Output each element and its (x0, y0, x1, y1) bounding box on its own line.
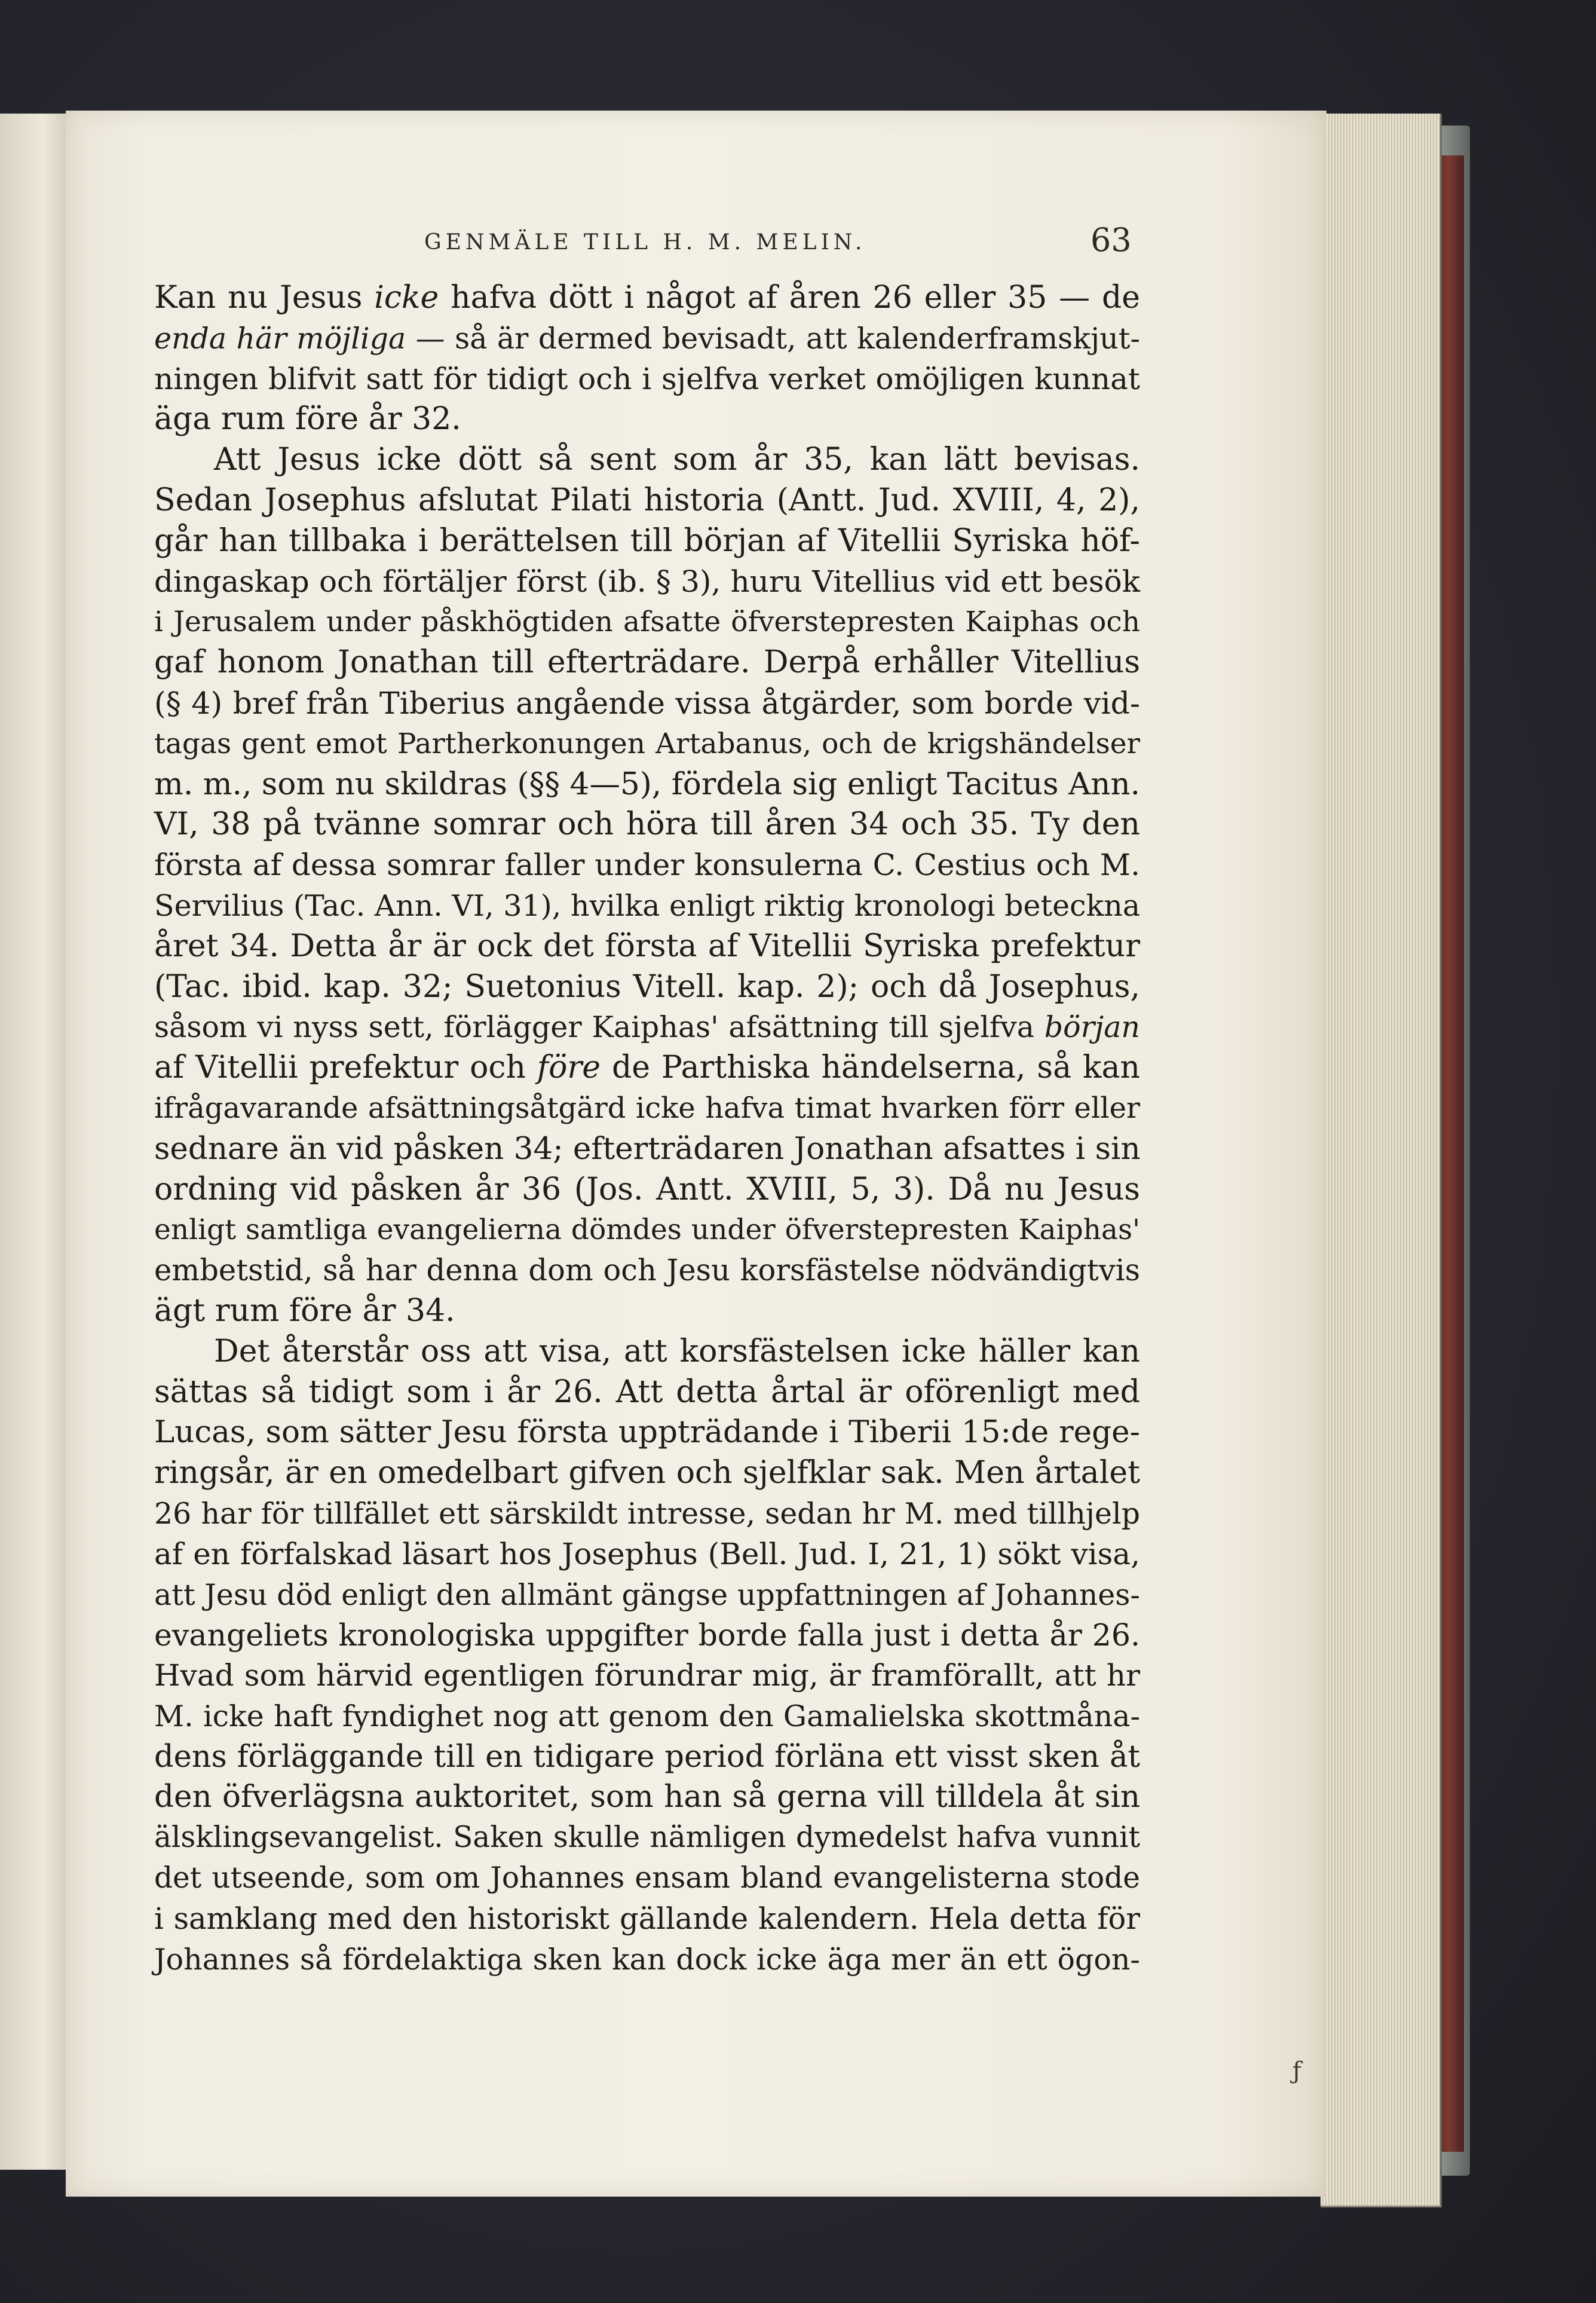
text-line (154, 1696, 1140, 1737)
text-segment: hafva dött i något af åren 26 eller 35 — de (439, 280, 1141, 316)
text-line (154, 1088, 1140, 1129)
page-number: 63 (1090, 221, 1132, 259)
text-line (154, 481, 1140, 521)
text-line (154, 1170, 1140, 1210)
text-segment: Kan nu Jesus (154, 280, 375, 316)
text-line (154, 1615, 1140, 1656)
text-segment: Sedan Josephus afslutat Pilati historia (Antt. Jud. XVIII, 4, 2), (154, 482, 1140, 518)
text-segment: gaf honom Jonathan till efterträdare. Derpå erhåller Vitellius (154, 644, 1140, 681)
text-segment: ordning vid påsken år 36 (Jos. Antt. XVIII, 5, 3). Då nu Jesus (154, 1171, 1140, 1207)
margin-mark: ƒ (1292, 2057, 1301, 2085)
text-line (154, 886, 1140, 926)
text-line (154, 805, 1140, 845)
text-line (154, 359, 1140, 400)
text-line (154, 1372, 1140, 1413)
text-line (154, 1453, 1140, 1494)
left-page-edge (0, 114, 73, 2170)
text-segment: Lucas, som sätter Jesu första uppträdande i Tiberii 15:de rege- (154, 1414, 1140, 1451)
text-segment: första af dessa somrar faller under konsulerna C. Cestius och M. (154, 848, 1140, 883)
text-segment: Johannes så fördelaktiga sken kan dock icke äga mer än ett ögon- (154, 1942, 1140, 1977)
text-segment: i samklang med den historiskt gällande kalendern. Hela detta för (154, 1901, 1140, 1936)
text-segment: dingaskap och förtäljer först (ib. § 3), huru Vitellius vid ett besök (154, 564, 1140, 599)
text-line (154, 319, 1140, 359)
text-segment: M. icke haft fyndighet nog att genom den Gamalielska skottmåna- (154, 1699, 1140, 1733)
text-line (154, 1858, 1140, 1899)
text-segment: (Tac. ibid. kap. 32; Suetonius Vitell. kap. 2); och då Josephus, (154, 968, 1140, 1005)
text-segment: evangeliets kronologiska uppgifter borde falla just i detta år 26. (154, 1617, 1140, 1653)
text-line (154, 440, 1140, 481)
text-line (154, 1656, 1140, 1696)
text-segment: dens förläggande till en tidigare period förläna ett visst sken åt (154, 1739, 1140, 1775)
text-line (154, 926, 1140, 967)
text-segment: Att Jesus icke dött så sent som år 35, kan lätt bevisas. (214, 442, 1140, 478)
text-segment: enligt samtliga evangelierna dömdes under öfverstepresten Kaiphas' (154, 1213, 1140, 1247)
text-line (154, 1210, 1140, 1250)
text-segment: m. m., som nu skildras (§§ 4—5), fördela sig enligt Tacitus Ann. (154, 766, 1140, 802)
text-line (154, 845, 1140, 886)
text-line (154, 562, 1140, 602)
text-line (154, 1818, 1140, 1858)
text-segment: äga rum före år 32. (154, 401, 461, 438)
text-segment: Hvad som härvid egentligen förundrar mig, är framförallt, att hr (154, 1658, 1140, 1693)
italic-text: före (537, 1050, 601, 1086)
text-segment: ringsår, är en omedelbart gifven och sjelfklar sak. Men årtalet (154, 1455, 1140, 1491)
page-stack (1321, 114, 1442, 2207)
text-segment: embetstid, så har denna dom och Jesu korsfästelse nödvändigtvis (154, 1253, 1140, 1288)
text-line (154, 278, 1140, 319)
text-line (154, 1412, 1140, 1453)
text-line (154, 1534, 1140, 1575)
text-segment: af en förfalskad läsart hos Josephus (Bell. Jud. I, 21, 1) sökt visa, (154, 1536, 1140, 1571)
text-line (154, 1250, 1140, 1291)
text-segment: Servilius (Tac. Ann. VI, 31), hvilka enligt riktig kronologi beteckna (154, 888, 1141, 923)
text-line (154, 1129, 1140, 1170)
text-line (154, 683, 1140, 724)
text-segment: året 34. Detta år är ock det första af Vitellii Syriska prefektur (154, 928, 1140, 964)
text-segment: VI, 38 på tvänne somrar och höra till åren 34 och 35. Ty den (154, 806, 1140, 843)
italic-text: enda här möjliga (154, 321, 406, 356)
text-segment: tagas gent emot Partherkonungen Artabanus, och de krigshändelser (154, 727, 1140, 760)
text-segment: (§ 4) bref från Tiberius angående vissa åtgärder, som borde vid- (154, 685, 1140, 721)
text-line (154, 1777, 1140, 1818)
text-line (154, 1332, 1140, 1372)
text-segment: älsklingsevangelist. Saken skulle nämligen dymedelst hafva vunnit (154, 1821, 1140, 1855)
italic-text: början (1044, 1010, 1140, 1045)
text-segment: 26 har för tillfället ett särskildt intresse, sedan hr M. med tillhjelp (154, 1496, 1140, 1531)
text-segment: det utseende, som om Johannes ensam bland evangelisterna stode (154, 1861, 1140, 1895)
text-line (154, 1291, 1140, 1332)
text-segment: af Vitellii prefektur och (154, 1050, 537, 1086)
text-segment: i Jerusalem under påskhögtiden afsatte öfverstepresten Kaiphas och (154, 605, 1140, 639)
text-segment: de Parthiska händelserna, så kan (601, 1050, 1140, 1086)
text-segment: den öfverlägsna auktoritet, som han så gerna vill tilldela åt sin (154, 1779, 1140, 1815)
text-line (154, 967, 1140, 1008)
text-segment: ifrågavarande afsättningsåtgärd icke hafva timat hvarken förr eller (154, 1091, 1140, 1125)
text-line (154, 1940, 1140, 1980)
body-text (154, 278, 1140, 1980)
text-segment: sednare än vid påsken 34; efterträdaren Jonathan afsattes i sin (154, 1130, 1141, 1167)
text-segment: sättas så tidigt som i år 26. Att detta årtal är oförenligt med (154, 1374, 1140, 1410)
text-segment: går han tillbaka i berättelsen till början af Vitellii Syriska höf- (154, 522, 1140, 559)
text-line (154, 1575, 1140, 1616)
text-line (154, 764, 1140, 805)
text-line (154, 643, 1140, 683)
text-segment: att Jesu död enligt den allmänt gängse uppfattningen af Johannes- (154, 1577, 1140, 1612)
text-line (154, 1494, 1140, 1534)
text-line (154, 1048, 1140, 1088)
italic-text: icke (374, 280, 439, 316)
text-line (154, 724, 1140, 764)
text-line (154, 1737, 1140, 1778)
text-line (154, 1007, 1140, 1048)
text-segment: Det återstår oss att visa, att korsfästelsen icke häller kan (214, 1333, 1140, 1369)
text-line (154, 399, 1140, 440)
text-segment: ägt rum före år 34. (154, 1292, 455, 1329)
text-line (154, 521, 1140, 562)
text-line (154, 1899, 1140, 1940)
text-segment: ningen blifvit satt för tidigt och i sjelfva verket omöjligen kunnat (154, 361, 1140, 396)
text-segment: såsom vi nyss sett, förlägger Kaiphas' afsättning till sjelfva (154, 1010, 1044, 1045)
text-segment: — så är dermed bevisadt, att kalenderframskjut- (406, 321, 1140, 356)
text-line (154, 602, 1140, 643)
running-head: GENMÄLE TILL H. M. MELIN. (424, 230, 866, 255)
